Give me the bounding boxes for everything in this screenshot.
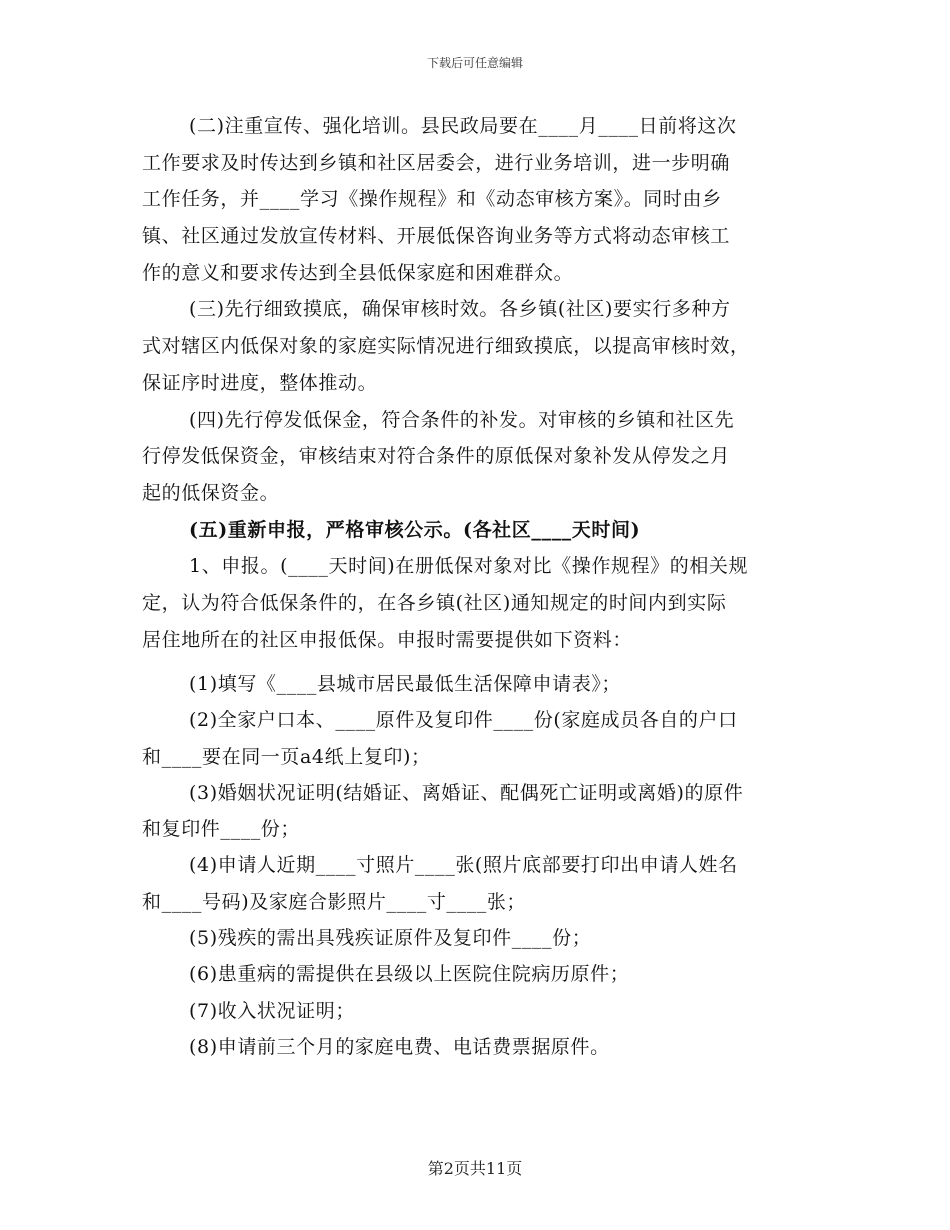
section-heading-5 (142, 512, 810, 549)
list-item-line: (5)残疾的需出具残疾证原件及复印件____份； (189, 927, 592, 950)
list-item (142, 702, 810, 775)
list-item-line: 和____要在同一页a4纸上复印)； (142, 745, 431, 768)
list-item-line: 和____号码)及家庭合影照片____寸____张； (142, 890, 527, 913)
paragraph-line: 工作要求及时传达到乡镇和社区居委会，进行业务培训，进一步明确 (142, 151, 731, 174)
list-item-line: (6)患重病的需提供在县级以上医院住院病历原件； (189, 963, 630, 986)
paragraph-line: 起的低保资金。 (142, 481, 280, 504)
section-heading: (五)重新申报，严格审核公示。(各社区____天时间) (189, 518, 641, 541)
list-item (142, 993, 810, 1029)
page-header: 下载后可任意编辑 (426, 56, 523, 70)
list-item-line: (3)婚姻状况证明(结婚证、离婚证、配偶死亡证明或离婚)的原件 (189, 781, 744, 804)
list-item-line: (8)申请前三个月的家庭电费、电话费票据原件。 (189, 1035, 610, 1058)
paragraph-line: 保证序时进度，整体推动。 (142, 371, 378, 394)
paragraph-3 (142, 291, 810, 401)
paragraph-line: 定，认为符合低保条件的，在各乡镇(社区)通知规定的时间内到实际 (142, 591, 727, 614)
paragraph-line: 式对辖区内低保对象的家庭实际情况进行细致摸底，以提高审核时效， (142, 335, 750, 358)
paragraph-line: 作的意义和要求传达到全县低保家庭和困难群众。 (142, 261, 574, 284)
page-footer: 第2页共11页 (427, 1159, 523, 1178)
paragraph-apply (142, 548, 810, 658)
paragraph-line: (三)先行细致摸底，确保审核时效。各乡镇(社区)要实行多种方 (189, 298, 731, 321)
paragraph-line: (二)注重宣传、强化培训。县民政局要在____月____日前将这次 (189, 115, 737, 137)
paragraph-line: 镇、社区通过发放宣传材料、开展低保咨询业务等方式将动态审核工 (142, 225, 731, 248)
paragraph-line: (四)先行停发低保金，符合条件的补发。对审核的乡镇和社区先 (189, 408, 735, 431)
list-item-line: (7)收入状况证明； (189, 999, 355, 1022)
list-item-line: (2)全家户口本、____原件及复印件____份(家庭成员各自的户口 (189, 709, 738, 732)
materials-list (142, 666, 810, 1065)
list-item (142, 666, 810, 702)
paragraph-line: 1、申报。(____天时间)在册低保对象对比《操作规程》的相关规 (189, 555, 749, 578)
paragraph-line: 工作任务，并____学习《操作规程》和《动态审核方案》。同时由乡 (142, 188, 722, 211)
list-item-line: (1)填写《____县城市居民最低生活保障申请表》； (189, 673, 622, 695)
paragraph-line: 行停发低保资金，审核结束对符合条件的原低保对象补发从停发之月 (142, 445, 731, 468)
paragraph-2 (142, 108, 810, 291)
document-body (142, 108, 810, 658)
paragraph-4 (142, 402, 810, 512)
paragraph-line: 居住地所在的社区申报低保。申报时需要提供如下资料： (142, 628, 633, 651)
list-item (142, 920, 810, 956)
list-item-line: 和复印件____份； (142, 818, 301, 841)
list-item (142, 1029, 810, 1065)
list-item (142, 847, 810, 920)
list-item (142, 956, 810, 992)
list-item-line: (4)申请人近期____寸照片____张(照片底部要打印出申请人姓名 (189, 854, 738, 877)
list-item (142, 775, 810, 848)
